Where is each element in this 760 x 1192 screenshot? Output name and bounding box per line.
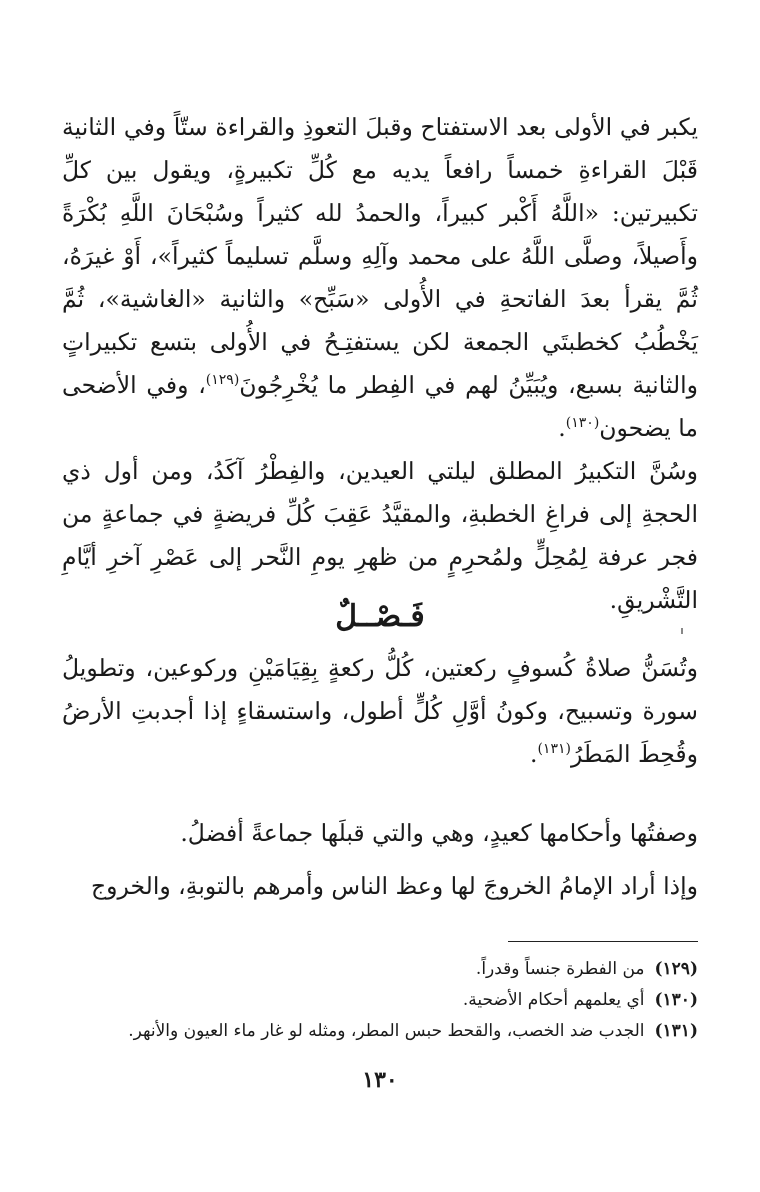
footnote-number: (١٢٩) <box>654 959 698 979</box>
paragraph-sifatuha: وصفتُها وأحكامها كعيدٍ، وهي والتي قبلَها جماعةً أفضلُ. <box>180 819 698 847</box>
footnotes-list <box>62 954 698 1047</box>
section-heading: فَـصْــلٌ <box>335 599 425 634</box>
footnote-ref-130[interactable]: (١٣٠) <box>565 415 600 432</box>
p1-line-6: يستفتِـحُ في الأُولى بتسع تكبيراتٍ والثانية بسبع، ويُبَيِّنُ لهم في الفِطر ما <box>62 328 698 399</box>
paragraph-takbir-mutlaq: وسُنَّ التكبيرُ المطلق ليلتي العيدين، والفِطْرُ آكَدُ، ومن أول ذي الحجةِ إلى فراغِ الخطبةِ، والمقيَّدُ عَقِبَ كُلِّ فريضةٍ في جماعةٍ من فجر عرفة لِمُحِلٍّ ولمُحرِمٍ من ظهرِ يومِ النَّحر إلى عَصْرِ آخرِ أيَّامِ التَّشْريقِ. <box>62 457 698 614</box>
p1-line-1: يكبر في الأولى بعد الاستفتاح وقبلَ التعوذِ والقراءة ستّاً وفي الثانية قَبْلَ <box>62 113 698 184</box>
paragraph-kusuf <box>62 647 698 776</box>
paragraph-istisqa-khuruj: وإذا أراد الإمامُ الخروجَ لها وعظ الناس وأمرهم بالتوبةِ، والخروج <box>91 872 698 900</box>
p1-end: . <box>558 414 566 442</box>
footnote-item <box>62 1016 698 1047</box>
footnote-number: (١٣٠) <box>654 990 698 1010</box>
footnote-ref-129[interactable]: (١٢٩) <box>205 372 240 389</box>
p1-line-5: الأُولى «سَبِّح» والثانية «الغاشية»، ثُمَّ يَخْطُبُ كخطبتَي الجمعة لكن <box>62 285 698 356</box>
footnote-item <box>62 985 698 1016</box>
footnote-text: من الفطرة جنساً وقدراً. <box>475 959 645 979</box>
footnote-ref-131[interactable]: (١٣١) <box>537 741 571 758</box>
footnote-text: أي يعلمهم أحكام الأضحية. <box>462 990 645 1010</box>
p1-line-2: القراءةِ خمساً رافعاً يديه مع كُلِّ تكبيرةٍ، ويقول بين كلِّ تكبيرتين: «اللَّهُ <box>62 156 698 227</box>
p3-end: . <box>529 740 538 768</box>
page-number: ١٣٠ <box>362 1067 398 1093</box>
p3-main: وتُسَنُّ صلاةُ كُسوفٍ ركعتين، كُلُّ ركعةٍ بِقِيَامَيْنِ وركوعين، وتطويلُ سورة وتسبيح، وكونُ أوَّلِ كُلٍّ أطول، واستسقاءٍ إذا أجدبتِ الأرضُ وقُحِطَ المَطَرُ <box>62 654 698 768</box>
footnote-item <box>62 954 698 985</box>
p1-tail: ، وفي الأضحى ما يضحون <box>62 371 698 442</box>
p1-line-3: أَكْبر كبيراً، والحمدُ لله كثيراً وسُبْحَانَ اللَّهِ بُكْرَةً وأَصيلاً، وصلَّى اللَّهُ على <box>62 199 698 270</box>
paragraph-eid-takbir <box>62 106 698 450</box>
p1-line-7: يُخْرِجُونَ <box>239 371 318 399</box>
footnote-number: (١٣١) <box>654 1021 698 1041</box>
p1-line-4: محمد وآلِهِ وسلَّم تسليماً كثيراً»، أَوْ غيرَهُ، ثُمَّ يقرأ بعدَ الفاتحةِ في <box>62 242 698 313</box>
footnote-divider <box>508 941 698 942</box>
footnote-text: الجدب ضد الخصب، والقحط حبس المطر، ومثله لو غار ماء العيون والأنهر. <box>128 1021 645 1041</box>
